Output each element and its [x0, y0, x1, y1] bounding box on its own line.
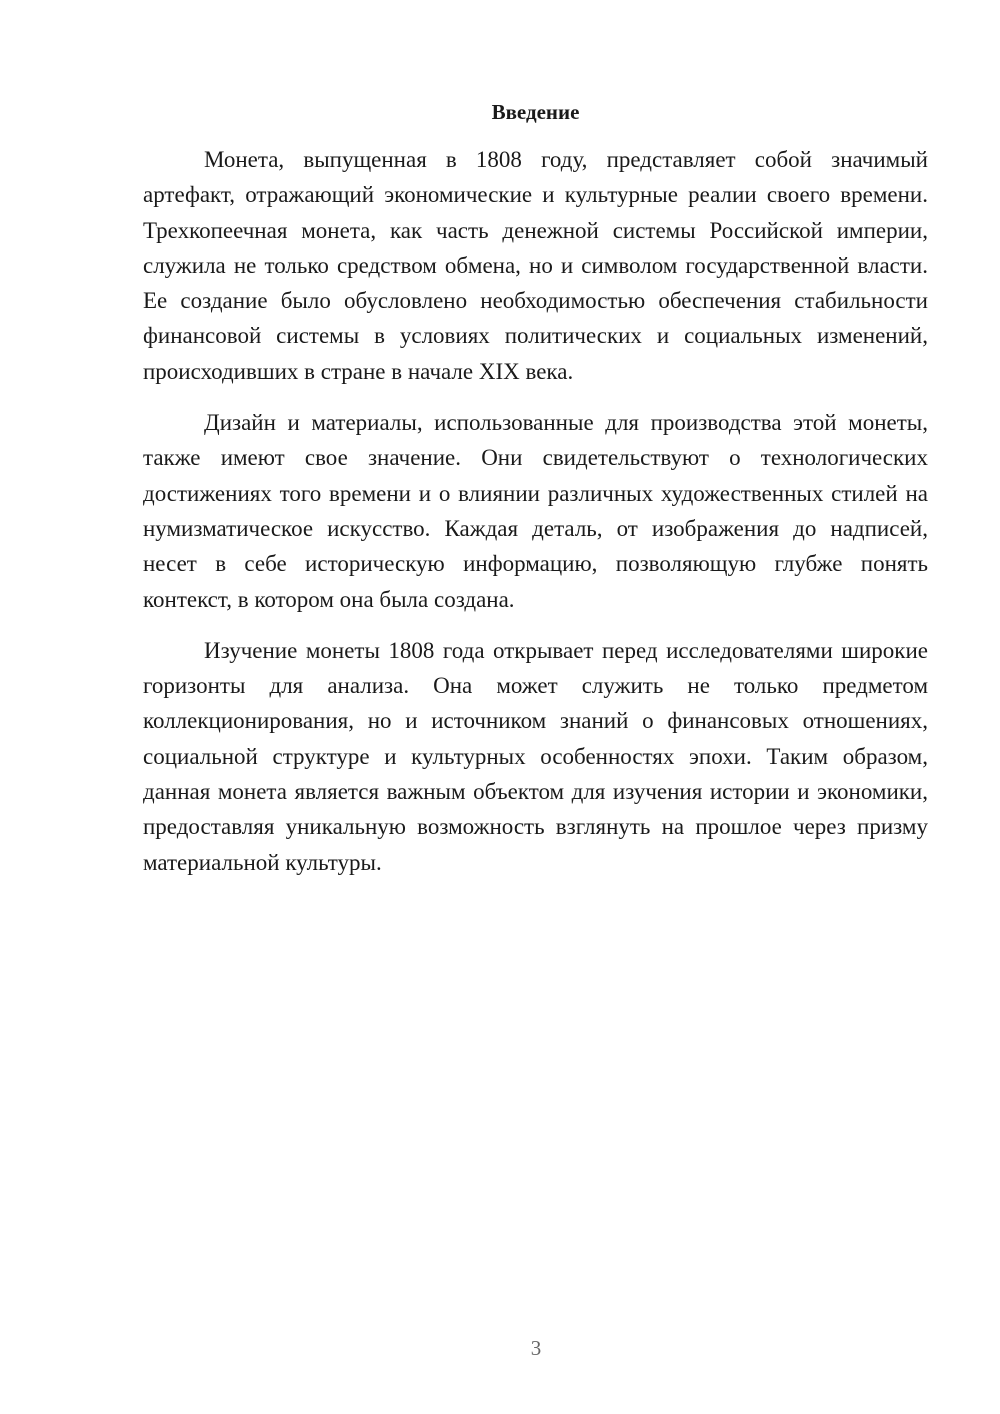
- paragraph: Изучение монеты 1808 года открывает перед исследователями широкие горизонты для анализа. Она может служить не только предметом коллекционирования, но и источником знаний о финансовых отношениях, социальной структуре и культурных особенностях эпохи. Таким образом, данная монета является важным объектом для изучения истории и экономики, предоставляя уникальную возможность взглянуть на прошлое через призму материальной культуры.: [143, 637, 928, 875]
- paragraph: Дизайн и материалы, использованные для производства этой монеты, также имеют свое значение. Они свидетельствуют о технологических достижениях того времени и о влиянии различных художественных стилей на нумизматическое искусство. Каждая деталь, от изображения до надписей, несет в себе историческую информацию, позволяющую глубже понять контекст, в котором она была создана.: [143, 410, 928, 612]
- page-number: 3: [530, 1336, 542, 1360]
- section-heading: Введение: [491, 100, 580, 124]
- paragraph: Монета, выпущенная в 1808 году, представляет собой значимый артефакт, отражающий экономические и культурные реалии своего времени. Трехкопеечная монета, как часть денежной системы Российской империи, служила не только средством обмена, но и символом государственной власти. Ее создание было обусловлено необходимостью обеспечения стабильности финансовой системы в условиях политических и социальных изменений, происходивших в стране в начале XIX века.: [143, 147, 928, 384]
- body-text: [143, 142, 928, 896]
